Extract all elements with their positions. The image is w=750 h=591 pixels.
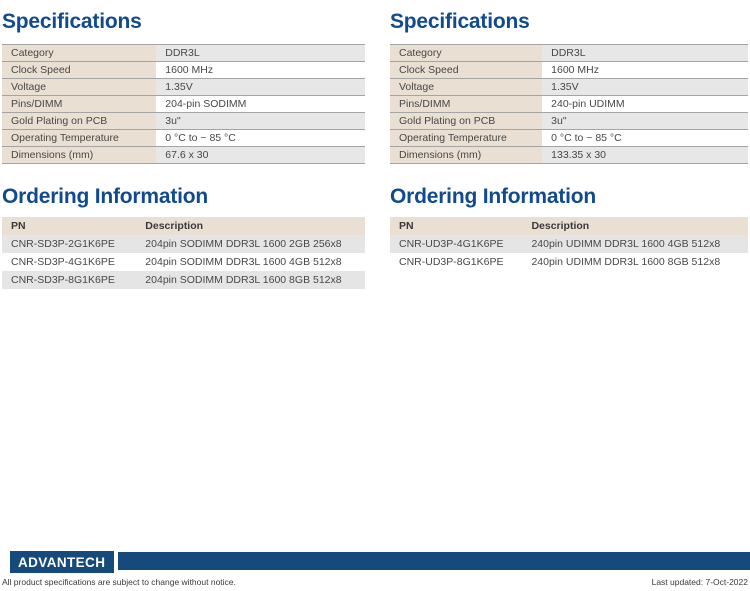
- ordering-row: [390, 253, 748, 271]
- part-number: CNR-UD3P-4G1K6PE: [399, 238, 504, 250]
- spec-value: 0 °C to ~ 85 °C: [156, 130, 365, 147]
- description-column-header: Description: [136, 217, 365, 235]
- pn-column-header: PN: [2, 217, 136, 235]
- spec-row: [390, 113, 748, 130]
- spec-label: Gold Plating on PCB: [390, 113, 542, 130]
- spec-row: [390, 96, 748, 113]
- part-number: CNR-UD3P-8G1K6PE: [399, 256, 504, 268]
- ordering-row: [2, 253, 365, 271]
- spec-label: Category: [2, 45, 156, 62]
- spec-label: Category: [390, 45, 542, 62]
- spec-label: Pins/DIMM: [2, 96, 156, 113]
- spec-label: Clock Speed: [2, 62, 156, 79]
- advantech-logo: [10, 551, 114, 573]
- footer-text-row: [0, 577, 750, 587]
- spec-value: DDR3L: [542, 45, 748, 62]
- part-description: 204pin SODIMM DDR3L 1600 4GB 512x8: [145, 256, 342, 268]
- part-description: 204pin SODIMM DDR3L 1600 2GB 256x8: [145, 238, 342, 250]
- spec-row: [390, 62, 748, 79]
- part-number: CNR-SD3P-2G1K6PE: [11, 238, 115, 250]
- spec-row: [2, 147, 365, 164]
- ordering-header-row: [2, 217, 365, 235]
- part-description: 240pin UDIMM DDR3L 1600 4GB 512x8: [531, 238, 721, 250]
- spec-value: 1600 MHz: [542, 62, 748, 79]
- ordering-information-title: Ordering Information: [2, 185, 209, 208]
- spec-value: 1.35V: [156, 79, 365, 96]
- ordering-table: [390, 217, 748, 271]
- spec-row: [2, 45, 365, 62]
- description-column-header: Description: [522, 217, 748, 235]
- spec-value: DDR3L: [156, 45, 365, 62]
- spec-value: 240-pin UDIMM: [542, 96, 748, 113]
- spec-label: Operating Temperature: [2, 130, 156, 147]
- spec-label: Pins/DIMM: [390, 96, 542, 113]
- specifications-title: Specifications: [2, 10, 142, 33]
- specifications-table: [390, 44, 748, 164]
- ordering-table: [2, 217, 365, 289]
- spec-row: [2, 113, 365, 130]
- spec-value: 133.35 x 30: [542, 147, 748, 164]
- footer-blue-bar: [118, 552, 750, 570]
- last-updated-text: Last updated: 7-Oct-2022: [651, 577, 748, 587]
- column-sodimm: [2, 0, 365, 289]
- spec-label: Dimensions (mm): [2, 147, 156, 164]
- spec-row: [390, 147, 748, 164]
- part-number: CNR-SD3P-8G1K6PE: [11, 274, 115, 286]
- spec-row: [2, 130, 365, 147]
- ordering-row: [390, 235, 748, 253]
- ordering-information-title: Ordering Information: [390, 185, 597, 208]
- content-area: [0, 0, 750, 289]
- pn-column-header: PN: [390, 217, 522, 235]
- footer: [0, 551, 750, 587]
- spec-label: Clock Speed: [390, 62, 542, 79]
- column-udimm: [390, 0, 748, 289]
- spec-value: 1.35V: [542, 79, 748, 96]
- spec-row: [390, 45, 748, 62]
- ordering-row: [2, 235, 365, 253]
- spec-value: 204-pin SODIMM: [156, 96, 365, 113]
- spec-row: [2, 62, 365, 79]
- spec-label: Gold Plating on PCB: [2, 113, 156, 130]
- spec-value: 1600 MHz: [156, 62, 365, 79]
- spec-row: [390, 79, 748, 96]
- ordering-header-row: [390, 217, 748, 235]
- spec-row: [2, 79, 365, 96]
- advantech-logo-text: ADVANTECH: [18, 554, 106, 570]
- spec-value: 0 °C to ~ 85 °C: [542, 130, 748, 147]
- spec-row: [390, 130, 748, 147]
- spec-label: Operating Temperature: [390, 130, 542, 147]
- part-number: CNR-SD3P-4G1K6PE: [11, 256, 115, 268]
- specifications-title: Specifications: [390, 10, 530, 33]
- part-description: 204pin SODIMM DDR3L 1600 8GB 512x8: [145, 274, 342, 286]
- spec-label: Voltage: [390, 79, 542, 96]
- spec-value: 3u": [156, 113, 365, 130]
- spec-row: [2, 96, 365, 113]
- disclaimer-text: All product specifications are subject to change without notice.: [2, 577, 236, 587]
- ordering-row: [2, 271, 365, 289]
- part-description: 240pin UDIMM DDR3L 1600 8GB 512x8: [531, 256, 721, 268]
- spec-label: Dimensions (mm): [390, 147, 542, 164]
- spec-value: 3u": [542, 113, 748, 130]
- spec-label: Voltage: [2, 79, 156, 96]
- spec-value: 67.6 x 30: [156, 147, 365, 164]
- footer-logo-row: [0, 551, 750, 573]
- specifications-table: [2, 44, 365, 164]
